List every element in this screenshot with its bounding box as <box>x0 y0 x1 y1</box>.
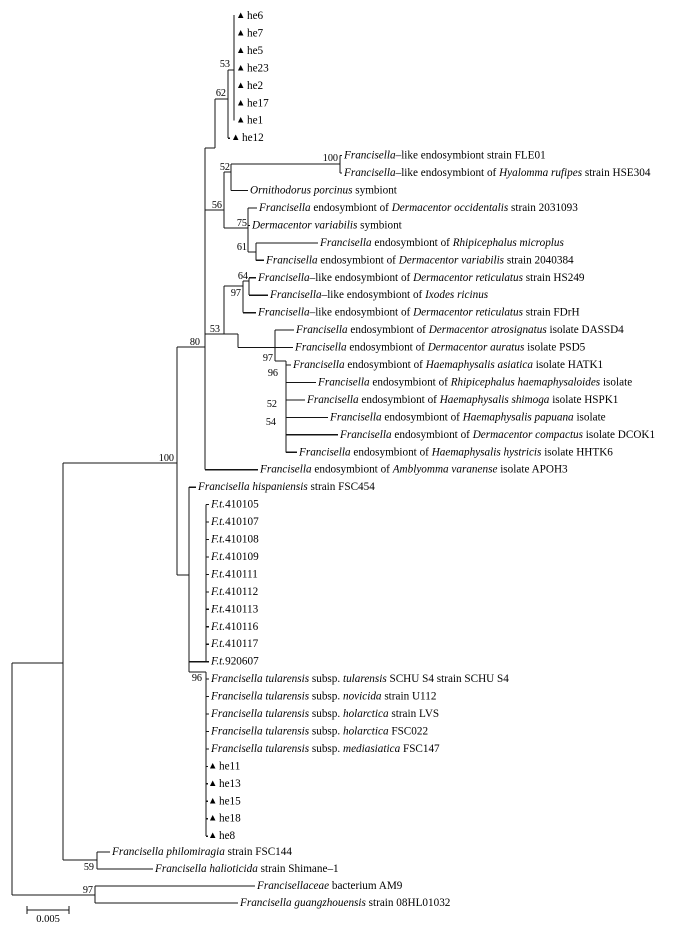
leaf-label-occidentalis-2031093: Francisella endosymbiont of Dermacentor occidentalis strain 2031093 <box>259 202 578 214</box>
leaf-label-haemaphysaloides: Francisella endosymbiont of Rhipicephalus haemaphysaloides isolate <box>318 376 633 389</box>
bootstrap-value: 100 <box>158 453 174 464</box>
leaf-label-variabilis-2040384: Francisella endosymbiont of Dermacentor variabilis strain 2040384 <box>266 254 574 267</box>
leaf-label-he6: he6 <box>247 10 264 22</box>
leaf-label-halioticida-Shimane-1: Francisella halioticida strain Shimane–1 <box>155 863 339 875</box>
sample-triangle-icon: ▲ <box>236 11 246 21</box>
leaf-label-he17: he17 <box>247 97 269 110</box>
bootstrap-value: 62 <box>215 88 226 99</box>
sample-triangle-icon: ▲ <box>208 761 218 772</box>
leaf-label-he23: he23 <box>247 62 269 75</box>
sample-triangle-icon: ▲ <box>208 778 218 789</box>
leaf-label-ornithodorus: Ornithodorus porcinus symbiont <box>250 184 397 197</box>
leaf-label-he2: he2 <box>247 79 264 92</box>
leaf-label-Ft410107: F.t.410107 <box>211 516 259 529</box>
leaf-label-reticulatus-HS249: Francisella–like endosymbiont of Dermacentor reticulatus strain HS249 <box>258 271 585 284</box>
bootstrap-value: 96 <box>267 368 278 379</box>
leaf-label-he7: he7 <box>247 27 264 40</box>
sample-triangle-icon: ▲ <box>231 133 241 144</box>
bootstrap-value: 80 <box>189 337 200 348</box>
scale-bar-label: 0.005 <box>36 914 60 925</box>
leaf-label-Ft410117: F.t.410117 <box>211 638 259 651</box>
leaf-label-Ft410113: F.t.410113 <box>211 603 259 616</box>
leaf-label-he13: he13 <box>219 777 241 790</box>
leaf-label-Ft410109: F.t.410109 <box>211 551 259 563</box>
leaf-label-philomiragia-FSC144: Francisella philomiragia strain FSC144 <box>112 846 292 858</box>
leaf-label-Ft410111: F.t.410111 <box>211 568 258 581</box>
bootstrap-value: 53 <box>209 324 220 335</box>
sample-triangle-icon: ▲ <box>236 45 246 56</box>
bootstrap-value: 61 <box>236 242 247 253</box>
leaf-label-reticulatus-FDrH: Francisella–like endosymbiont of Dermacentor reticulatus strain FDrH <box>258 306 580 319</box>
sample-triangle-icon: ▲ <box>236 63 246 74</box>
leaf-label-compactus-DCOK1: Francisella endosymbiont of Dermacentor compactus isolate DCOK1 <box>340 428 656 441</box>
leaf-label-he15: he15 <box>219 795 241 808</box>
leaf-label-variabilis-symbiont: Dermacentor variabilis symbiont <box>252 219 402 232</box>
leaf-label-he5: he5 <box>247 44 264 57</box>
leaf-label-Ft410105: F.t.410105 <box>211 498 259 511</box>
sample-triangle-icon: ▲ <box>236 115 246 126</box>
leaf-label-he8: he8 <box>219 830 236 843</box>
sample-triangle-icon: ▲ <box>236 98 246 109</box>
leaf-label-he18: he18 <box>219 812 241 825</box>
sample-triangle-icon: ▲ <box>236 80 246 91</box>
bootstrap-value: 96 <box>191 673 202 684</box>
leaf-label-auratus-PSD5: Francisella endosymbiont of Dermacentor auratus isolate PSD5 <box>295 341 586 354</box>
leaf-label-microplus: Francisella endosymbiont of Rhipicephalus microplus <box>320 236 564 249</box>
leaf-label-shimoga-HSPK1: Francisella endosymbiont of Haemaphysalis shimoga isolate HSPK1 <box>307 393 619 406</box>
sample-triangle-icon: ▲ <box>208 796 218 807</box>
sample-triangle-icon: ▲ <box>208 813 218 824</box>
leaf-label-guangzhouensis-08HL01032: Francisella guangzhouensis strain 08HL01032 <box>240 897 451 909</box>
leaf-label-hispaniensis-FSC454: Francisella hispaniensis strain FSC454 <box>198 481 375 494</box>
leaf-label-Ft410108: F.t.410108 <box>211 533 259 546</box>
bootstrap-value: 100 <box>322 153 338 164</box>
leaf-label-papuana: Francisella endosymbiont of Haemaphysalis papuana isolate <box>330 411 606 424</box>
leaf-label-he12: he12 <box>242 132 264 145</box>
leaf-label-Ft410116: F.t.410116 <box>211 620 259 633</box>
leaf-label-francisellaceae-AM9: Francisellaceae bacterium AM9 <box>257 880 403 892</box>
leaf-label-FLE01: Francisella–like endosymbiont strain FLE01 <box>344 149 546 162</box>
leaf-label-holarctica-LVS: Francisella tularensis subsp. holarctica strain LVS <box>211 708 440 720</box>
bootstrap-value: 75 <box>236 218 247 229</box>
leaf-label-novicida-U112: Francisella tularensis subsp. novicida strain U112 <box>211 690 437 703</box>
leaf-label-he1: he1 <box>247 114 264 127</box>
leaf-label-tularensis-SCHU-S4: Francisella tularensis subsp. tularensis SCHU S4 strain SCHU S4 <box>211 673 509 686</box>
bootstrap-value: 52 <box>219 162 230 173</box>
leaf-label-he11: he11 <box>219 760 241 773</box>
leaf-label-Ft410112: F.t.410112 <box>211 585 259 598</box>
sample-triangle-icon: ▲ <box>208 831 218 842</box>
leaf-label-varanense-APOH3: Francisella endosymbiont of Amblyomma varanense isolate APOH3 <box>260 463 568 476</box>
bootstrap-value: 53 <box>219 59 230 70</box>
bootstrap-value: 52 <box>266 399 277 410</box>
leaf-label-ixodes-ricinus: Francisella–like endosymbiont of Ixodes ricinus <box>270 289 489 302</box>
sample-triangle-icon: ▲ <box>236 28 246 39</box>
bootstrap-value: 56 <box>211 200 222 211</box>
leaf-label-holarctica-FSC022: Francisella tularensis subsp. holarctica FSC022 <box>211 725 429 738</box>
bootstrap-value: 97 <box>262 353 273 364</box>
bootstrap-value: 64 <box>237 271 248 282</box>
leaf-label-atrosignatus-DASSD4: Francisella endosymbiont of Dermacentor atrosignatus isolate DASSD4 <box>296 324 624 337</box>
bootstrap-value: 97 <box>82 885 93 896</box>
leaf-label-asiatica-HATK1: Francisella endosymbiont of Haemaphysalis asiatica isolate HATK1 <box>293 359 604 371</box>
leaf-label-mediasiatica-FSC147: Francisella tularensis subsp. mediasiatica FSC147 <box>211 742 440 755</box>
bootstrap-value: 59 <box>83 862 94 873</box>
leaf-label-HSE304: Francisella–like endosymbiont of Hyalomma rufipes strain HSE304 <box>344 167 651 180</box>
bootstrap-value: 54 <box>265 417 276 428</box>
leaf-label-Ft920607: F.t.920607 <box>211 655 259 668</box>
leaf-label-hystricis-HHTK6: Francisella endosymbiont of Haemaphysalis hystricis isolate HHTK6 <box>299 446 613 459</box>
bootstrap-value: 97 <box>230 288 241 299</box>
